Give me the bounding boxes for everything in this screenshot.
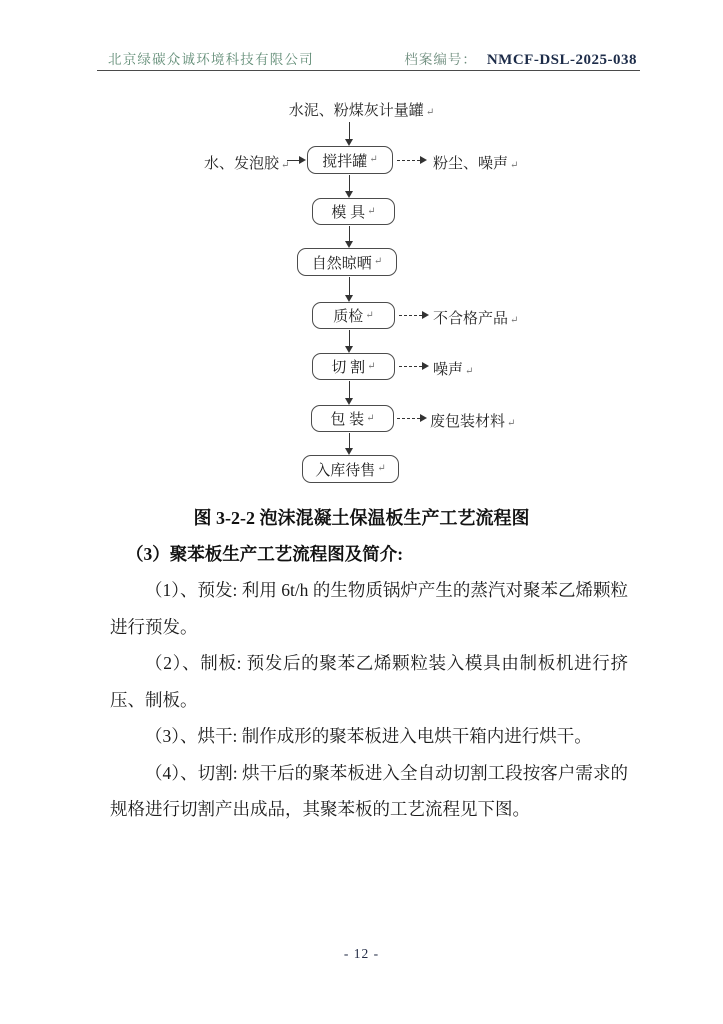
emission-label-waste-packaging bbox=[430, 410, 515, 431]
arrow-down-icon bbox=[349, 226, 350, 241]
flowchart-left-input-label bbox=[204, 152, 289, 173]
arrow-down-icon bbox=[349, 330, 350, 346]
process-flowchart bbox=[0, 0, 723, 500]
emission-text: 废包装材料 bbox=[430, 414, 506, 430]
section-heading: （3）聚苯板生产工艺流程图及简介: bbox=[126, 544, 404, 564]
figure-caption: 图 3-2-2 泡沫混凝土保温板生产工艺流程图 bbox=[193, 508, 530, 528]
emission-text: 粉尘、噪声 bbox=[433, 156, 509, 172]
emission-label-noise bbox=[433, 358, 473, 379]
flowchart-node-packing bbox=[311, 405, 394, 432]
arrow-right-icon bbox=[287, 160, 299, 161]
node-label: 包 装 bbox=[330, 412, 365, 428]
arrow-down-icon bbox=[349, 381, 350, 398]
node-label: 模 具 bbox=[331, 205, 366, 221]
return-mark: ↵ bbox=[365, 309, 374, 321]
paragraph-2: （2）、制板: 预发后的聚苯乙烯颗粒装入模具由制板机进行挤压、制板。 bbox=[110, 653, 628, 710]
arrow-down-icon bbox=[349, 277, 350, 295]
emission-label-rejects bbox=[433, 307, 518, 328]
company-name: 北京绿碳众诚环境科技有限公司 bbox=[108, 52, 314, 67]
return-mark: ↵ bbox=[366, 412, 375, 424]
page-number: - 12 - bbox=[343, 946, 380, 961]
arrow-down-icon bbox=[349, 175, 350, 191]
node-label: 质检 bbox=[333, 309, 364, 325]
archive-number-label: 档案编号： bbox=[404, 52, 477, 67]
emission-label-dust-noise bbox=[433, 152, 518, 173]
emission-text: 噪声 bbox=[433, 362, 464, 378]
return-mark: ↵ bbox=[369, 154, 378, 165]
paragraph-3: （3）、烘干: 制作成形的聚苯板进入电烘干箱内进行烘干。 bbox=[145, 726, 592, 746]
emission-text: 不合格产品 bbox=[433, 311, 509, 327]
flowchart-node-quality-check bbox=[312, 302, 395, 329]
flowchart-node-mold bbox=[312, 198, 395, 225]
body-text bbox=[110, 572, 628, 828]
return-mark: ↵ bbox=[510, 160, 519, 171]
flowchart-node-air-dry bbox=[297, 248, 397, 276]
flowchart-node-cutting bbox=[312, 353, 395, 380]
return-mark: ↵ bbox=[465, 366, 474, 377]
dashed-arrow-right-icon bbox=[397, 418, 420, 419]
top-input-text: 水泥、粉煤灰计量罐 bbox=[288, 103, 424, 119]
dashed-arrow-right-icon bbox=[399, 315, 422, 316]
node-label: 自然晾晒 bbox=[311, 255, 372, 272]
node-label: 切 割 bbox=[331, 360, 366, 376]
node-label: 搅拌罐 bbox=[322, 153, 368, 170]
return-mark: ↵ bbox=[367, 205, 376, 217]
arrow-down-icon bbox=[349, 122, 350, 139]
left-input-text: 水、发泡胶 bbox=[204, 156, 280, 172]
node-label: 入库待售 bbox=[315, 462, 376, 479]
return-mark: ↵ bbox=[373, 256, 383, 267]
return-mark: ↵ bbox=[507, 418, 516, 429]
flowchart-node-warehouse bbox=[302, 455, 399, 483]
return-mark: ↵ bbox=[425, 107, 435, 118]
paragraph-4: （4）、切割: 烘干后的聚苯板进入全自动切割工段按客户需求的规格进行切割产出成品，其聚苯板的工艺流程见下图。 bbox=[110, 762, 628, 819]
return-mark: ↵ bbox=[367, 360, 376, 372]
return-mark: ↵ bbox=[377, 463, 386, 474]
flowchart-top-input-label bbox=[0, 99, 723, 120]
arrow-down-icon bbox=[349, 433, 350, 448]
archive-number-value: NMCF-DSL-2025-038 bbox=[486, 52, 637, 68]
dashed-arrow-right-icon bbox=[399, 366, 422, 367]
dashed-arrow-right-icon bbox=[397, 160, 420, 161]
paragraph-1: （1）、预发: 利用 6t/h 的生物质锅炉产生的蒸汽对聚苯乙烯颗粒进行预发。 bbox=[110, 580, 628, 637]
flowchart-node-mixer bbox=[307, 146, 393, 174]
return-mark: ↵ bbox=[510, 315, 519, 326]
return-mark: ↵ bbox=[281, 160, 290, 171]
